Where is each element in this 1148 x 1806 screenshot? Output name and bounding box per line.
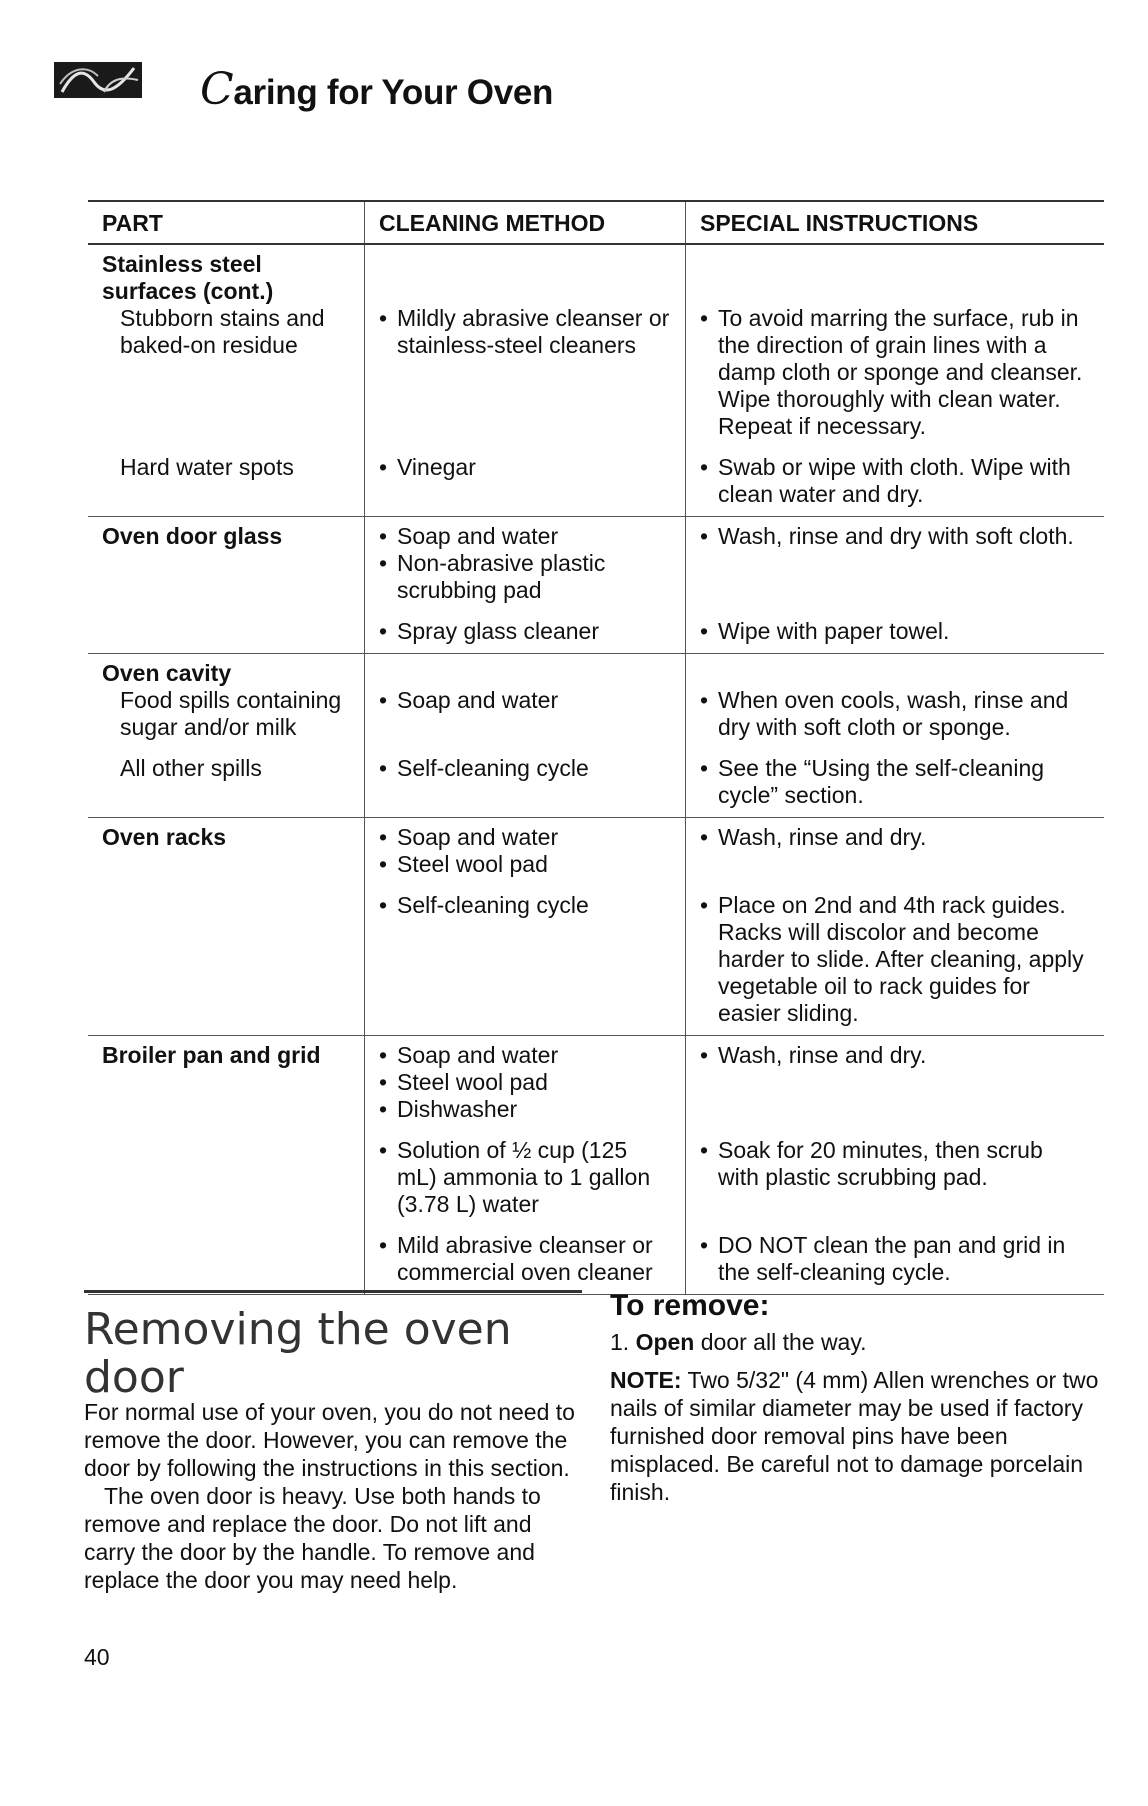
- table-row: [88, 818, 1104, 887]
- part-cell: [88, 517, 365, 613]
- instruction-item: • Wash, rinse and dry with soft cloth.: [700, 523, 1090, 550]
- part-cell: [88, 244, 365, 448]
- method-item: • Vinegar: [379, 454, 671, 481]
- part-name: Broiler pan and grid: [102, 1042, 321, 1068]
- column-header-special-instructions: SPECIAL INSTRUCTIONS: [686, 201, 1105, 244]
- instruction-cell: [686, 1131, 1105, 1226]
- page-number: 40: [84, 1644, 110, 1670]
- remove-heading: To remove:: [610, 1289, 770, 1322]
- part-subitem: Food spills containing sugar and/or milk: [120, 687, 342, 740]
- instruction-item: • Swab or wipe with cloth. Wipe with clean water and dry.: [700, 454, 1090, 508]
- column-header-part: PART: [88, 201, 365, 244]
- section-divider: [84, 1290, 582, 1293]
- table-header-row: [88, 201, 1104, 244]
- method-item: • Self-cleaning cycle: [379, 892, 671, 919]
- method-item: • Soap and water: [379, 1042, 671, 1069]
- note-text: Two 5/32" (4 mm) Allen wrenches or two nails of similar diameter may be used if factory furnished door removal pins have been misplaced. Be careful not to damage porcelain finish.: [610, 1367, 1099, 1505]
- brand-logo: [54, 62, 142, 98]
- table-row: [88, 1036, 1104, 1132]
- part-cell: [88, 818, 365, 887]
- instruction-item: • Soak for 20 minutes, then scrub with plastic scrubbing pad.: [700, 1137, 1090, 1191]
- method-item: • Soap and water: [379, 523, 671, 550]
- instruction-item: • See the “Using the self-cleaning cycle” section.: [700, 755, 1090, 809]
- part-cell: [88, 448, 365, 517]
- method-cell: [365, 517, 686, 613]
- instruction-item: • Wash, rinse and dry.: [700, 824, 1090, 851]
- part-cell: [88, 1036, 365, 1132]
- table-row: [88, 612, 1104, 654]
- instruction-item: • When oven cools, wash, rinse and dry with soft cloth or sponge.: [700, 687, 1090, 741]
- instruction-cell: [686, 818, 1105, 887]
- part-name: Oven cavity: [102, 660, 232, 686]
- method-item: • Solution of ½ cup (125 mL) ammonia to 1 gallon (3.78 L) water: [379, 1137, 671, 1218]
- note-label: NOTE:: [610, 1367, 682, 1393]
- table-row: [88, 517, 1104, 613]
- note: [610, 1366, 1110, 1506]
- table-row: [88, 749, 1104, 818]
- step-text: door all the way.: [694, 1329, 867, 1355]
- instruction-cell: [686, 749, 1105, 818]
- intro-paragraph: For normal use of your oven, you do not need to remove the door. However, you can remove the door by following the instructions in this section.: [84, 1399, 575, 1481]
- instruction-item: • Place on 2nd and 4th rack guides. Racks will discolor and become harder to slide. After cleaning, apply vegetable oil to rack guides for easier sliding.: [700, 892, 1090, 1027]
- step-number: 1.: [610, 1329, 630, 1355]
- table-row: [88, 886, 1104, 1036]
- method-item: • Soap and water: [379, 824, 671, 851]
- part-cell: [88, 1131, 365, 1226]
- instruction-cell: [686, 244, 1105, 448]
- method-item: • Mildly abrasive cleanser or stainless-steel cleaners: [379, 305, 671, 359]
- table-row: [88, 244, 1104, 448]
- method-cell: [365, 448, 686, 517]
- method-item: • Spray glass cleaner: [379, 618, 671, 645]
- instruction-cell: [686, 654, 1105, 750]
- instruction-item: • DO NOT clean the pan and grid in the self-cleaning cycle.: [700, 1232, 1090, 1286]
- instruction-cell: [686, 886, 1105, 1036]
- instruction-cell: [686, 517, 1105, 613]
- method-cell: [365, 749, 686, 818]
- section-title: Removing the oven door: [84, 1304, 512, 1403]
- method-item: • Steel wool pad: [379, 851, 671, 878]
- part-cell: [88, 749, 365, 818]
- method-cell: [365, 654, 686, 750]
- cleaning-table: [88, 200, 1104, 1295]
- part-subitem: All other spills: [120, 755, 262, 781]
- page-title-rest: aring for Your Oven: [233, 73, 554, 112]
- part-cell: [88, 1226, 365, 1295]
- method-item: • Dishwasher: [379, 1096, 671, 1123]
- part-cell: [88, 612, 365, 654]
- part-subitem: Stubborn stains and baked-on residue: [120, 305, 325, 358]
- method-cell: [365, 1036, 686, 1132]
- table-row: [88, 1131, 1104, 1226]
- intro-paragraph: The oven door is heavy. Use both hands to remove and replace the door. Do not lift and carry the door by the handle. To remove and replace the door you may need help.: [84, 1483, 541, 1593]
- method-cell: [365, 1226, 686, 1295]
- method-cell: [365, 612, 686, 654]
- part-subitem: Hard water spots: [120, 454, 294, 480]
- table-row: [88, 1226, 1104, 1295]
- page-title: [200, 64, 553, 115]
- method-cell: [365, 244, 686, 448]
- method-cell: [365, 1131, 686, 1226]
- instruction-cell: [686, 1036, 1105, 1132]
- part-name: Oven door glass: [102, 523, 283, 549]
- method-item: • Steel wool pad: [379, 1069, 671, 1096]
- method-item: • Non-abrasive plastic scrubbing pad: [379, 550, 671, 604]
- brand-logo-mark-icon: [54, 62, 142, 98]
- part-name: Stainless steel surfaces (cont.): [102, 251, 274, 304]
- method-item: • Soap and water: [379, 687, 671, 714]
- instruction-cell: [686, 1226, 1105, 1295]
- remove-instructions: [610, 1289, 1110, 1516]
- part-cell: [88, 654, 365, 750]
- part-cell: [88, 886, 365, 1036]
- instruction-cell: [686, 448, 1105, 517]
- page-title-initial: C: [200, 64, 234, 115]
- table-row: [88, 448, 1104, 517]
- method-item: • Self-cleaning cycle: [379, 755, 671, 782]
- method-item: • Mild abrasive cleanser or commercial oven cleaner: [379, 1232, 671, 1286]
- step-1: [610, 1328, 1110, 1356]
- instruction-item: • To avoid marring the surface, rub in the direction of grain lines with a damp cloth or sponge and cleanser. Wipe thoroughly with clean water. Repeat if necessary.: [700, 305, 1090, 440]
- method-cell: [365, 818, 686, 887]
- step-keyword: Open: [635, 1329, 695, 1355]
- table-row: [88, 654, 1104, 750]
- instruction-item: • Wash, rinse and dry.: [700, 1042, 1090, 1069]
- column-header-cleaning-method: CLEANING METHOD: [365, 201, 686, 244]
- instruction-cell: [686, 612, 1105, 654]
- part-name: Oven racks: [102, 824, 227, 850]
- intro-text: [84, 1398, 584, 1594]
- instruction-item: • Wipe with paper towel.: [700, 618, 1090, 645]
- method-cell: [365, 886, 686, 1036]
